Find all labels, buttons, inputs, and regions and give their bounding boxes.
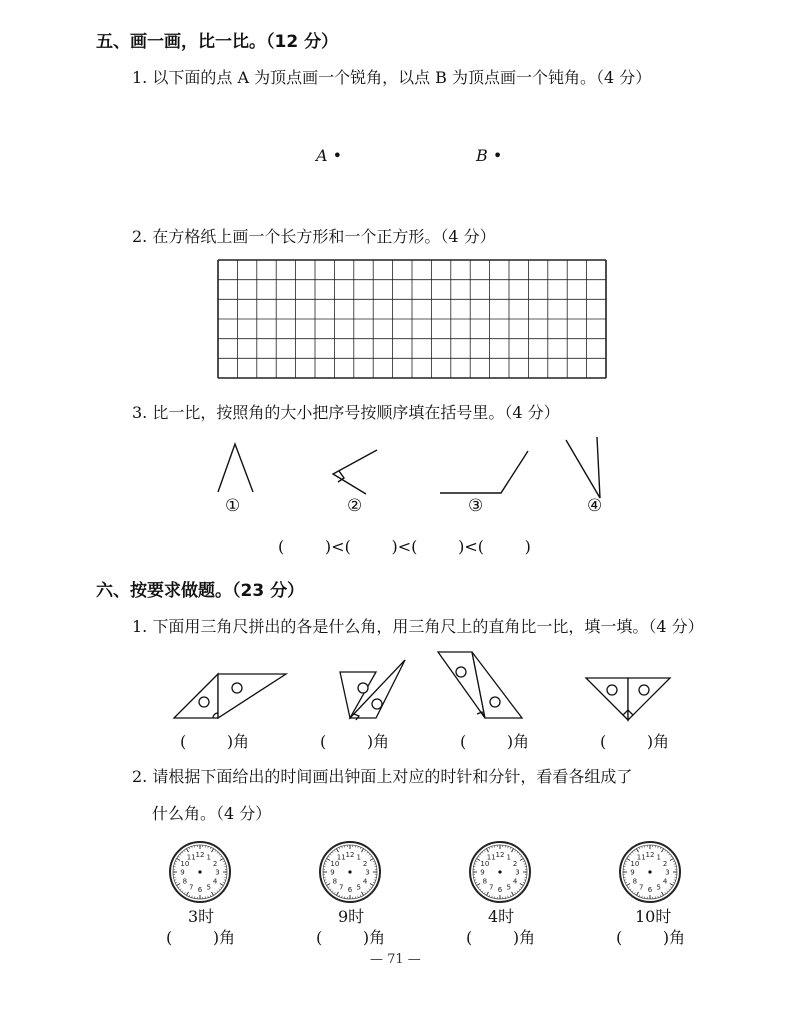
clock-face-2[interactable] xyxy=(318,840,382,904)
clock-number: 3 xyxy=(215,868,220,877)
clock-number: 7 xyxy=(339,883,344,892)
angles-figure xyxy=(200,432,640,502)
clock-number: 10 xyxy=(180,859,190,868)
clock-number: 2 xyxy=(662,859,668,868)
clock-answer-2[interactable]: ( )角 xyxy=(316,928,386,947)
set-square-answer-1[interactable]: ( )角 xyxy=(180,732,250,751)
clock-time-4: 10时 xyxy=(635,907,672,926)
clock-number: 1 xyxy=(506,853,511,862)
clock-time-1: 3时 xyxy=(188,907,215,926)
section-6-title: 六、按要求做题。（23 分） xyxy=(96,581,305,601)
clock-number: 6 xyxy=(497,886,503,894)
page-number: — 71 — xyxy=(370,952,421,967)
clock-face-3[interactable] xyxy=(468,840,532,904)
clock-number: 8 xyxy=(182,877,188,886)
clock-number: 9 xyxy=(330,868,335,877)
set-square-figure-4 xyxy=(586,678,670,720)
angle-label-2: ② xyxy=(347,496,363,516)
clock-number: 12 xyxy=(345,851,355,859)
clock-number: 7 xyxy=(489,883,494,892)
clock-number: 10 xyxy=(480,859,490,868)
point-b-label: B • xyxy=(476,146,503,165)
angle-label-3: ③ xyxy=(468,496,484,516)
clock-time-3: 4时 xyxy=(488,907,515,926)
clock-time-2: 9时 xyxy=(338,907,365,926)
clock-number: 11 xyxy=(486,853,496,862)
clock-number: 12 xyxy=(645,851,655,859)
clock-number: 4 xyxy=(662,877,668,886)
question-5-2: 2. 在方格纸上画一个长方形和一个正方形。（4 分） xyxy=(132,227,496,246)
clock-number: 5 xyxy=(206,883,211,892)
set-square-answer-4[interactable]: ( )角 xyxy=(600,732,670,751)
clock-number: 4 xyxy=(362,877,368,886)
clock-number: 1 xyxy=(206,853,211,862)
clock-number: 4 xyxy=(512,877,518,886)
clock-number: 3 xyxy=(665,868,670,877)
clock-number: 10 xyxy=(630,859,640,868)
clock-number: 6 xyxy=(197,886,203,894)
question-6-2-line-2: 什么角。（4 分） xyxy=(152,804,272,823)
angle-3 xyxy=(440,451,528,493)
clock-number: 8 xyxy=(632,877,638,886)
question-5-3: 3. 比一比，按照角的大小把序号按顺序填在括号里。（4 分） xyxy=(132,403,560,422)
question-6-1: 1. 下面用三角尺拼出的各是什么角，用三角尺上的直角比一比，填一填。（4 分） xyxy=(132,617,704,636)
clock-number: 3 xyxy=(515,868,520,877)
clock-answer-3[interactable]: ( )角 xyxy=(466,928,536,947)
clock-number: 2 xyxy=(512,859,518,868)
clock-number: 2 xyxy=(212,859,218,868)
clock-number: 1 xyxy=(356,853,361,862)
clock-number: 5 xyxy=(506,883,511,892)
clock-center-dot xyxy=(648,870,651,873)
clock-number: 5 xyxy=(656,883,661,892)
angle-order-answer-line[interactable]: ( )<( )<( )<( ) xyxy=(278,537,531,556)
clock-answer-1[interactable]: ( )角 xyxy=(166,928,236,947)
clock-number: 12 xyxy=(195,851,205,859)
clock-number: 11 xyxy=(186,853,196,862)
set-square-figure-2 xyxy=(340,660,405,720)
point-a-label: A • xyxy=(316,146,343,165)
clock-number: 7 xyxy=(189,883,194,892)
clock-number: 8 xyxy=(482,877,488,886)
clock-number: 4 xyxy=(212,877,218,886)
angle-label-4: ④ xyxy=(587,496,603,516)
set-square-figure-1 xyxy=(174,674,286,718)
question-6-2-line-1: 2. 请根据下面给出的时间画出钟面上对应的时针和分针，看看各组成了 xyxy=(132,767,633,786)
clock-number: 9 xyxy=(480,868,485,877)
set-square-answer-2[interactable]: ( )角 xyxy=(320,732,390,751)
angle-label-1: ① xyxy=(225,496,241,516)
clock-number: 1 xyxy=(656,853,661,862)
question-5-1: 1. 以下面的点 A 为顶点画一个锐角，以点 B 为顶点画一个钝角。（4 分） xyxy=(132,68,652,87)
clock-number: 6 xyxy=(347,886,353,894)
set-square-answer-3[interactable]: ( )角 xyxy=(460,732,530,751)
clock-face-1[interactable] xyxy=(168,840,232,904)
clock-center-dot xyxy=(498,870,501,873)
clock-number: 3 xyxy=(365,868,370,877)
set-square-figures xyxy=(170,650,710,730)
angle-1 xyxy=(218,444,253,492)
clock-face-4[interactable] xyxy=(618,840,682,904)
angle-4 xyxy=(566,437,600,498)
clock-number: 10 xyxy=(330,859,340,868)
clock-number: 5 xyxy=(356,883,361,892)
clock-number: 7 xyxy=(639,883,644,892)
section-5-title: 五、画一画，比一比。（12 分） xyxy=(96,32,339,52)
clock-number: 9 xyxy=(630,868,635,877)
square-grid-paper[interactable] xyxy=(218,260,606,378)
clock-center-dot xyxy=(348,870,351,873)
clock-number: 2 xyxy=(362,859,368,868)
clock-number: 11 xyxy=(636,853,646,862)
clock-number: 12 xyxy=(495,851,505,859)
clock-number: 8 xyxy=(332,877,338,886)
clock-answer-4[interactable]: ( )角 xyxy=(616,928,686,947)
clock-number: 6 xyxy=(647,886,653,894)
clock-number: 9 xyxy=(180,868,185,877)
set-square-figure-3 xyxy=(438,652,522,718)
clock-center-dot xyxy=(198,870,201,873)
clock-number: 11 xyxy=(336,853,346,862)
